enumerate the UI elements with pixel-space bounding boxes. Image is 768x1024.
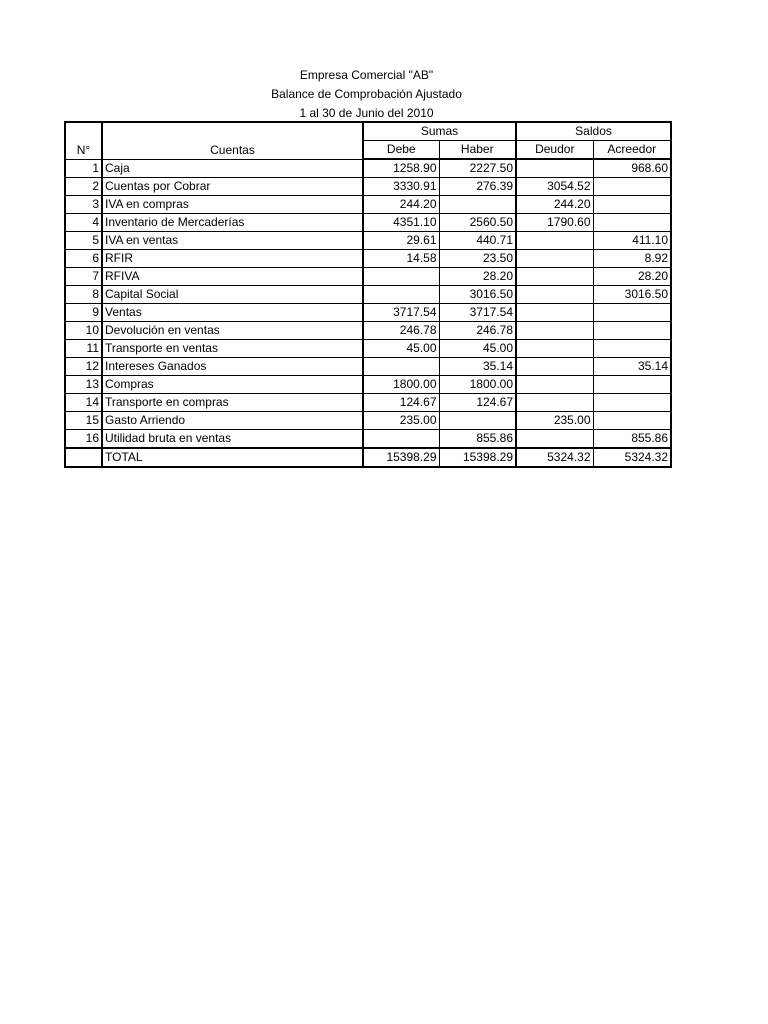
table-row bbox=[65, 340, 671, 358]
acreedor-value bbox=[593, 412, 671, 430]
account-name: RFIR bbox=[102, 250, 363, 268]
total-debe: 15398.29 bbox=[363, 448, 439, 467]
acreedor-value bbox=[593, 376, 671, 394]
acreedor-value bbox=[593, 304, 671, 322]
acreedor-value: 35.14 bbox=[593, 358, 671, 376]
row-number: 2 bbox=[65, 178, 102, 196]
haber-value: 45.00 bbox=[439, 340, 516, 358]
row-number: 4 bbox=[65, 214, 102, 232]
table-row bbox=[65, 394, 671, 412]
table-row bbox=[65, 268, 671, 286]
account-name: Ventas bbox=[102, 304, 363, 322]
row-number: 10 bbox=[65, 322, 102, 340]
row-number: 6 bbox=[65, 250, 102, 268]
debe-value: 1258.90 bbox=[363, 159, 439, 178]
table-row bbox=[65, 214, 671, 232]
account-name: Caja bbox=[102, 159, 363, 178]
haber-value bbox=[439, 412, 516, 430]
deudor-value bbox=[516, 304, 593, 322]
account-name: Devolución en ventas bbox=[102, 322, 363, 340]
deudor-value bbox=[516, 322, 593, 340]
debe-value: 14.58 bbox=[363, 250, 439, 268]
debe-value: 246.78 bbox=[363, 322, 439, 340]
total-no-cell bbox=[65, 448, 102, 467]
deudor-value: 1790.60 bbox=[516, 214, 593, 232]
deudor-value: 244.20 bbox=[516, 196, 593, 214]
header-row-groups bbox=[65, 122, 671, 141]
trial-balance-table bbox=[64, 121, 672, 468]
table-row bbox=[65, 412, 671, 430]
account-name: Transporte en ventas bbox=[102, 340, 363, 358]
header-deudor: Deudor bbox=[516, 141, 593, 160]
total-haber: 15398.29 bbox=[439, 448, 516, 467]
haber-value: 246.78 bbox=[439, 322, 516, 340]
row-number: 1 bbox=[65, 159, 102, 178]
haber-value: 23.50 bbox=[439, 250, 516, 268]
table-row bbox=[65, 376, 671, 394]
header-no: N° bbox=[65, 122, 102, 159]
total-deudor: 5324.32 bbox=[516, 448, 593, 467]
deudor-value bbox=[516, 159, 593, 178]
table-row bbox=[65, 286, 671, 304]
haber-value: 3717.54 bbox=[439, 304, 516, 322]
table-row bbox=[65, 196, 671, 214]
haber-value: 124.67 bbox=[439, 394, 516, 412]
haber-value bbox=[439, 196, 516, 214]
acreedor-value: 855.86 bbox=[593, 430, 671, 449]
row-number: 12 bbox=[65, 358, 102, 376]
header-haber: Haber bbox=[439, 141, 516, 160]
haber-value: 28.20 bbox=[439, 268, 516, 286]
deudor-value bbox=[516, 286, 593, 304]
haber-value: 1800.00 bbox=[439, 376, 516, 394]
debe-value bbox=[363, 268, 439, 286]
haber-value: 35.14 bbox=[439, 358, 516, 376]
table-row bbox=[65, 178, 671, 196]
debe-value: 244.20 bbox=[363, 196, 439, 214]
account-name: Cuentas por Cobrar bbox=[102, 178, 363, 196]
debe-value: 3330.91 bbox=[363, 178, 439, 196]
account-name: Inventario de Mercaderías bbox=[102, 214, 363, 232]
header-debe: Debe bbox=[363, 141, 439, 160]
account-name: IVA en ventas bbox=[102, 232, 363, 250]
total-row bbox=[65, 448, 671, 467]
acreedor-value: 28.20 bbox=[593, 268, 671, 286]
acreedor-value: 968.60 bbox=[593, 159, 671, 178]
debe-value: 124.67 bbox=[363, 394, 439, 412]
header-sumas: Sumas bbox=[363, 122, 516, 141]
account-name: Transporte en compras bbox=[102, 394, 363, 412]
deudor-value: 235.00 bbox=[516, 412, 593, 430]
row-number: 7 bbox=[65, 268, 102, 286]
haber-value: 440.71 bbox=[439, 232, 516, 250]
report-period: 1 al 30 de Junio del 2010 bbox=[299, 106, 434, 120]
debe-value bbox=[363, 286, 439, 304]
row-number: 14 bbox=[65, 394, 102, 412]
debe-value: 235.00 bbox=[363, 412, 439, 430]
acreedor-value bbox=[593, 322, 671, 340]
deudor-value bbox=[516, 250, 593, 268]
account-name: RFIVA bbox=[102, 268, 363, 286]
table-row bbox=[65, 250, 671, 268]
debe-value: 45.00 bbox=[363, 340, 439, 358]
debe-value bbox=[363, 358, 439, 376]
table-row bbox=[65, 322, 671, 340]
document-header bbox=[64, 66, 669, 123]
deudor-value bbox=[516, 268, 593, 286]
debe-value: 4351.10 bbox=[363, 214, 439, 232]
haber-value: 2227.50 bbox=[439, 159, 516, 178]
deudor-value bbox=[516, 358, 593, 376]
total-acreedor: 5324.32 bbox=[593, 448, 671, 467]
debe-value bbox=[363, 430, 439, 449]
deudor-value bbox=[516, 232, 593, 250]
acreedor-value: 411.10 bbox=[593, 232, 671, 250]
header-acreedor: Acreedor bbox=[593, 141, 671, 160]
deudor-value bbox=[516, 340, 593, 358]
deudor-value bbox=[516, 430, 593, 449]
row-number: 8 bbox=[65, 286, 102, 304]
account-name: IVA en compras bbox=[102, 196, 363, 214]
report-title: Balance de Comprobación Ajustado bbox=[271, 87, 462, 101]
haber-value: 276.39 bbox=[439, 178, 516, 196]
account-name: Intereses Ganados bbox=[102, 358, 363, 376]
acreedor-value bbox=[593, 196, 671, 214]
deudor-value bbox=[516, 376, 593, 394]
table-row bbox=[65, 358, 671, 376]
haber-value: 3016.50 bbox=[439, 286, 516, 304]
row-number: 11 bbox=[65, 340, 102, 358]
account-name: Utilidad bruta en ventas bbox=[102, 430, 363, 449]
row-number: 9 bbox=[65, 304, 102, 322]
row-number: 3 bbox=[65, 196, 102, 214]
haber-value: 855.86 bbox=[439, 430, 516, 449]
haber-value: 2560.50 bbox=[439, 214, 516, 232]
header-saldos: Saldos bbox=[516, 122, 671, 141]
ledger-body bbox=[65, 159, 671, 448]
header-account: Cuentas bbox=[102, 122, 363, 159]
table-row bbox=[65, 304, 671, 322]
deudor-value bbox=[516, 394, 593, 412]
acreedor-value: 3016.50 bbox=[593, 286, 671, 304]
debe-value: 3717.54 bbox=[363, 304, 439, 322]
account-name: Gasto Arriendo bbox=[102, 412, 363, 430]
account-name: Compras bbox=[102, 376, 363, 394]
row-number: 15 bbox=[65, 412, 102, 430]
acreedor-value bbox=[593, 178, 671, 196]
account-name: Capital Social bbox=[102, 286, 363, 304]
row-number: 5 bbox=[65, 232, 102, 250]
acreedor-value: 8.92 bbox=[593, 250, 671, 268]
total-label: TOTAL bbox=[102, 448, 363, 467]
debe-value: 29.61 bbox=[363, 232, 439, 250]
deudor-value: 3054.52 bbox=[516, 178, 593, 196]
table-row bbox=[65, 232, 671, 250]
acreedor-value bbox=[593, 394, 671, 412]
row-number: 16 bbox=[65, 430, 102, 449]
acreedor-value bbox=[593, 214, 671, 232]
table-row bbox=[65, 430, 671, 449]
company-name: Empresa Comercial "AB" bbox=[299, 68, 434, 82]
debe-value: 1800.00 bbox=[363, 376, 439, 394]
acreedor-value bbox=[593, 340, 671, 358]
table-row bbox=[65, 159, 671, 178]
row-number: 13 bbox=[65, 376, 102, 394]
